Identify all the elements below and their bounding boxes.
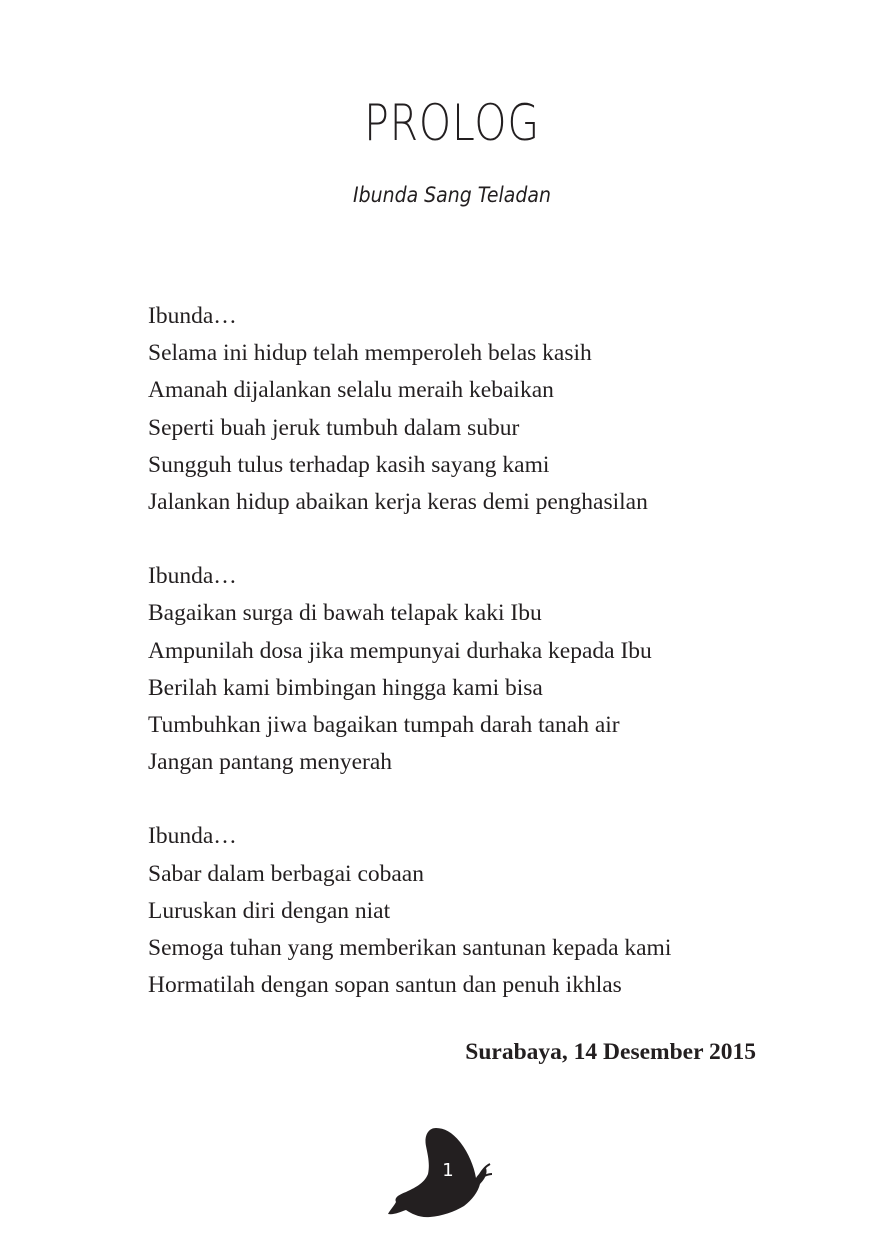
poem-line: Hormatilah dengan sopan santun dan penuh ikhlas — [148, 972, 622, 999]
butterfly-icon — [384, 1122, 494, 1222]
poem-stanza-2 — [148, 558, 828, 781]
poem-line: Sabar dalam berbagai cobaan — [148, 860, 424, 887]
signature-place-date: Surabaya, 14 Desember 2015 — [465, 1039, 756, 1065]
page-title: PROLOG — [364, 94, 540, 152]
poem-line: Ibunda… — [148, 303, 237, 329]
poem-stanza-1 — [148, 298, 828, 521]
poem-line: Tumbuhkan jiwa bagaikan tumpah darah tanah air — [148, 712, 620, 739]
poem-line: Ampunilah dosa jika mempunyai durhaka kepada Ibu — [148, 637, 652, 664]
poem-line: Seperti buah jeruk tumbuh dalam subur — [148, 414, 520, 441]
poem-line: Luruskan diri dengan niat — [148, 897, 391, 924]
poem-line: Selama ini hidup telah memperoleh belas kasih — [148, 340, 592, 367]
poem-line: Ibunda… — [148, 563, 237, 590]
poem-body — [148, 298, 828, 1041]
page-subtitle: Ibunda Sang Teladan — [353, 183, 551, 207]
poem-stanza-3 — [148, 818, 828, 1004]
poem-line: Semoga tuhan yang memberikan santunan kepada kami — [148, 935, 672, 962]
poem-line: Amanah dijalankan selalu meraih kebaikan — [148, 377, 554, 404]
page-number: 1 — [442, 1160, 454, 1181]
poem-line: Jangan pantang menyerah — [148, 749, 393, 776]
poem-line: Ibunda… — [148, 823, 237, 850]
poem-line: Jalankan hidup abaikan kerja keras demi penghasilan — [148, 489, 648, 516]
poem-line: Sungguh tulus terhadap kasih sayang kami — [148, 451, 550, 478]
poem-line: Bagaikan surga di bawah telapak kaki Ibu — [148, 600, 542, 627]
poem-line: Berilah kami bimbingan hingga kami bisa — [148, 674, 543, 701]
